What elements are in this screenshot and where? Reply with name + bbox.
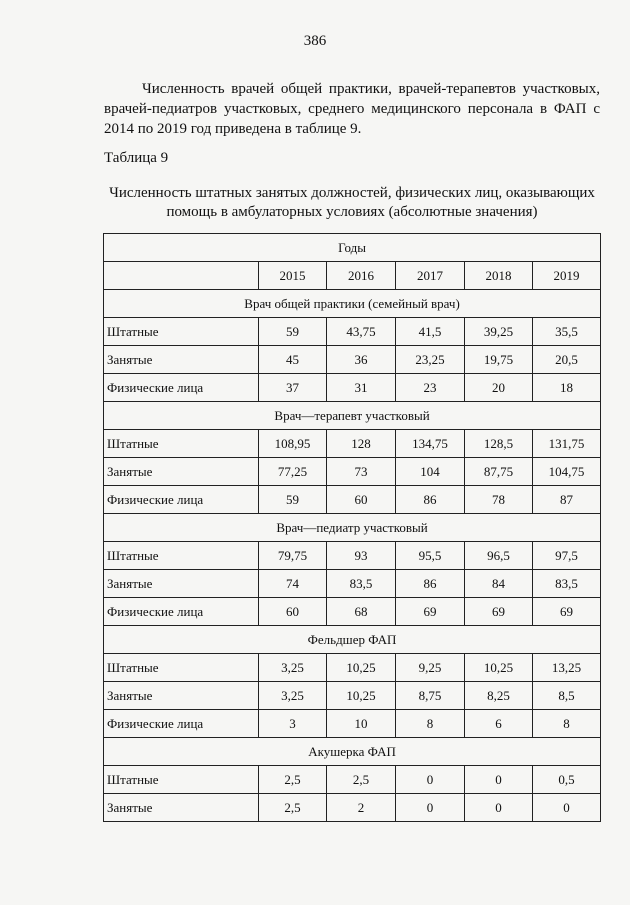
table-cell: 97,5 [533,542,601,570]
table-cell: 2 [327,794,396,822]
table-cell: 0,5 [533,766,601,794]
table-cell: 0 [396,794,465,822]
row-label: Физические лица [104,598,259,626]
year-row [104,262,601,290]
table-row [104,458,601,486]
table-cell: 128 [327,430,396,458]
table-cell: 93 [327,542,396,570]
data-table [103,233,601,822]
year-header-cell: 2019 [533,262,601,290]
table-cell: 8,5 [533,682,601,710]
row-label: Штатные [104,318,259,346]
table-label: Таблица 9 [104,150,169,166]
table-cell: 84 [465,570,533,598]
row-label: Физические лица [104,486,259,514]
table-cell: 10,25 [327,654,396,682]
table-cell: 9,25 [396,654,465,682]
table-cell: 8,25 [465,682,533,710]
table-cell: 41,5 [396,318,465,346]
section-header-row [104,402,601,430]
table-cell: 8 [533,710,601,738]
table-cell: 37 [259,374,327,402]
table-cell: 73 [327,458,396,486]
table-row [104,486,601,514]
year-row-blank-cell [104,262,259,290]
row-label: Штатные [104,542,259,570]
section-title: Врач общей практики (семейный врач) [104,290,601,318]
table-cell: 0 [465,766,533,794]
table-cell: 2,5 [327,766,396,794]
table-cell: 3 [259,710,327,738]
table-row [104,542,601,570]
year-header-cell: 2016 [327,262,396,290]
year-header-cell: 2015 [259,262,327,290]
table-cell: 2,5 [259,766,327,794]
section-header-row [104,626,601,654]
section-header-row [104,290,601,318]
table-cell: 60 [327,486,396,514]
section-title: Врач—терапевт участковый [104,402,601,430]
table-cell: 69 [396,598,465,626]
table-cell: 134,75 [396,430,465,458]
table-cell: 83,5 [533,570,601,598]
table-cell: 60 [259,598,327,626]
table-cell: 20 [465,374,533,402]
table-cell: 96,5 [465,542,533,570]
table-cell: 6 [465,710,533,738]
table-cell: 10,25 [465,654,533,682]
section-header-row [104,738,601,766]
years-header: Годы [104,234,601,262]
section-header-row [104,514,601,542]
table-cell: 23,25 [396,346,465,374]
table-cell: 10 [327,710,396,738]
table-cell: 2,5 [259,794,327,822]
table-row [104,598,601,626]
table-cell: 95,5 [396,542,465,570]
table-cell: 69 [533,598,601,626]
table-cell: 10,25 [327,682,396,710]
table-cell: 0 [533,794,601,822]
table-cell: 39,25 [465,318,533,346]
section-title: Фельдшер ФАП [104,626,601,654]
table-cell: 13,25 [533,654,601,682]
table-cell: 87 [533,486,601,514]
table-cell: 8,75 [396,682,465,710]
row-label: Физические лица [104,374,259,402]
year-header-cell: 2018 [465,262,533,290]
row-label: Занятые [104,794,259,822]
table-row [104,374,601,402]
table-cell: 87,75 [465,458,533,486]
table-cell: 20,5 [533,346,601,374]
row-label: Занятые [104,570,259,598]
years-header-row [104,234,601,262]
row-label: Занятые [104,682,259,710]
table-row [104,318,601,346]
table-cell: 77,25 [259,458,327,486]
table-row [104,570,601,598]
table-cell: 86 [396,486,465,514]
table-cell: 69 [465,598,533,626]
row-label: Физические лица [104,710,259,738]
table-row [104,794,601,822]
table-cell: 79,75 [259,542,327,570]
row-label: Штатные [104,766,259,794]
table-cell: 3,25 [259,682,327,710]
table-row [104,430,601,458]
table-cell: 23 [396,374,465,402]
table-cell: 131,75 [533,430,601,458]
table-row [104,654,601,682]
table-cell: 128,5 [465,430,533,458]
table-caption: Численность штатных занятых должностей, физических лиц, оказывающих помощь в амбулаторных условиях (абсолютные значения) [109,185,595,220]
row-label: Штатные [104,430,259,458]
table-cell: 108,95 [259,430,327,458]
table-cell: 45 [259,346,327,374]
table-cell: 8 [396,710,465,738]
intro-paragraph: Численность врачей общей практики, врачей-терапевтов участковых, врачей-педиатров участковых, среднего медицинского персонала в ФАП с 2014 по 2019 год приведена в таблице 9. [104,81,600,137]
table-cell: 31 [327,374,396,402]
table-cell: 104,75 [533,458,601,486]
table-cell: 86 [396,570,465,598]
row-label: Занятые [104,458,259,486]
row-label: Штатные [104,654,259,682]
table-cell: 19,75 [465,346,533,374]
table-cell: 59 [259,486,327,514]
year-header-cell: 2017 [396,262,465,290]
table-cell: 0 [465,794,533,822]
table-cell: 59 [259,318,327,346]
table-cell: 0 [396,766,465,794]
page-number: 386 [303,33,327,49]
table-cell: 36 [327,346,396,374]
table-row [104,710,601,738]
table-row [104,766,601,794]
table-cell: 78 [465,486,533,514]
table-row [104,346,601,374]
table-cell: 43,75 [327,318,396,346]
table-cell: 68 [327,598,396,626]
row-label: Занятые [104,346,259,374]
table-cell: 83,5 [327,570,396,598]
table-cell: 74 [259,570,327,598]
table-cell: 104 [396,458,465,486]
table-body [104,234,601,822]
table-cell: 18 [533,374,601,402]
section-title: Акушерка ФАП [104,738,601,766]
section-title: Врач—педиатр участковый [104,514,601,542]
table-row [104,682,601,710]
table-cell: 35,5 [533,318,601,346]
table-cell: 3,25 [259,654,327,682]
